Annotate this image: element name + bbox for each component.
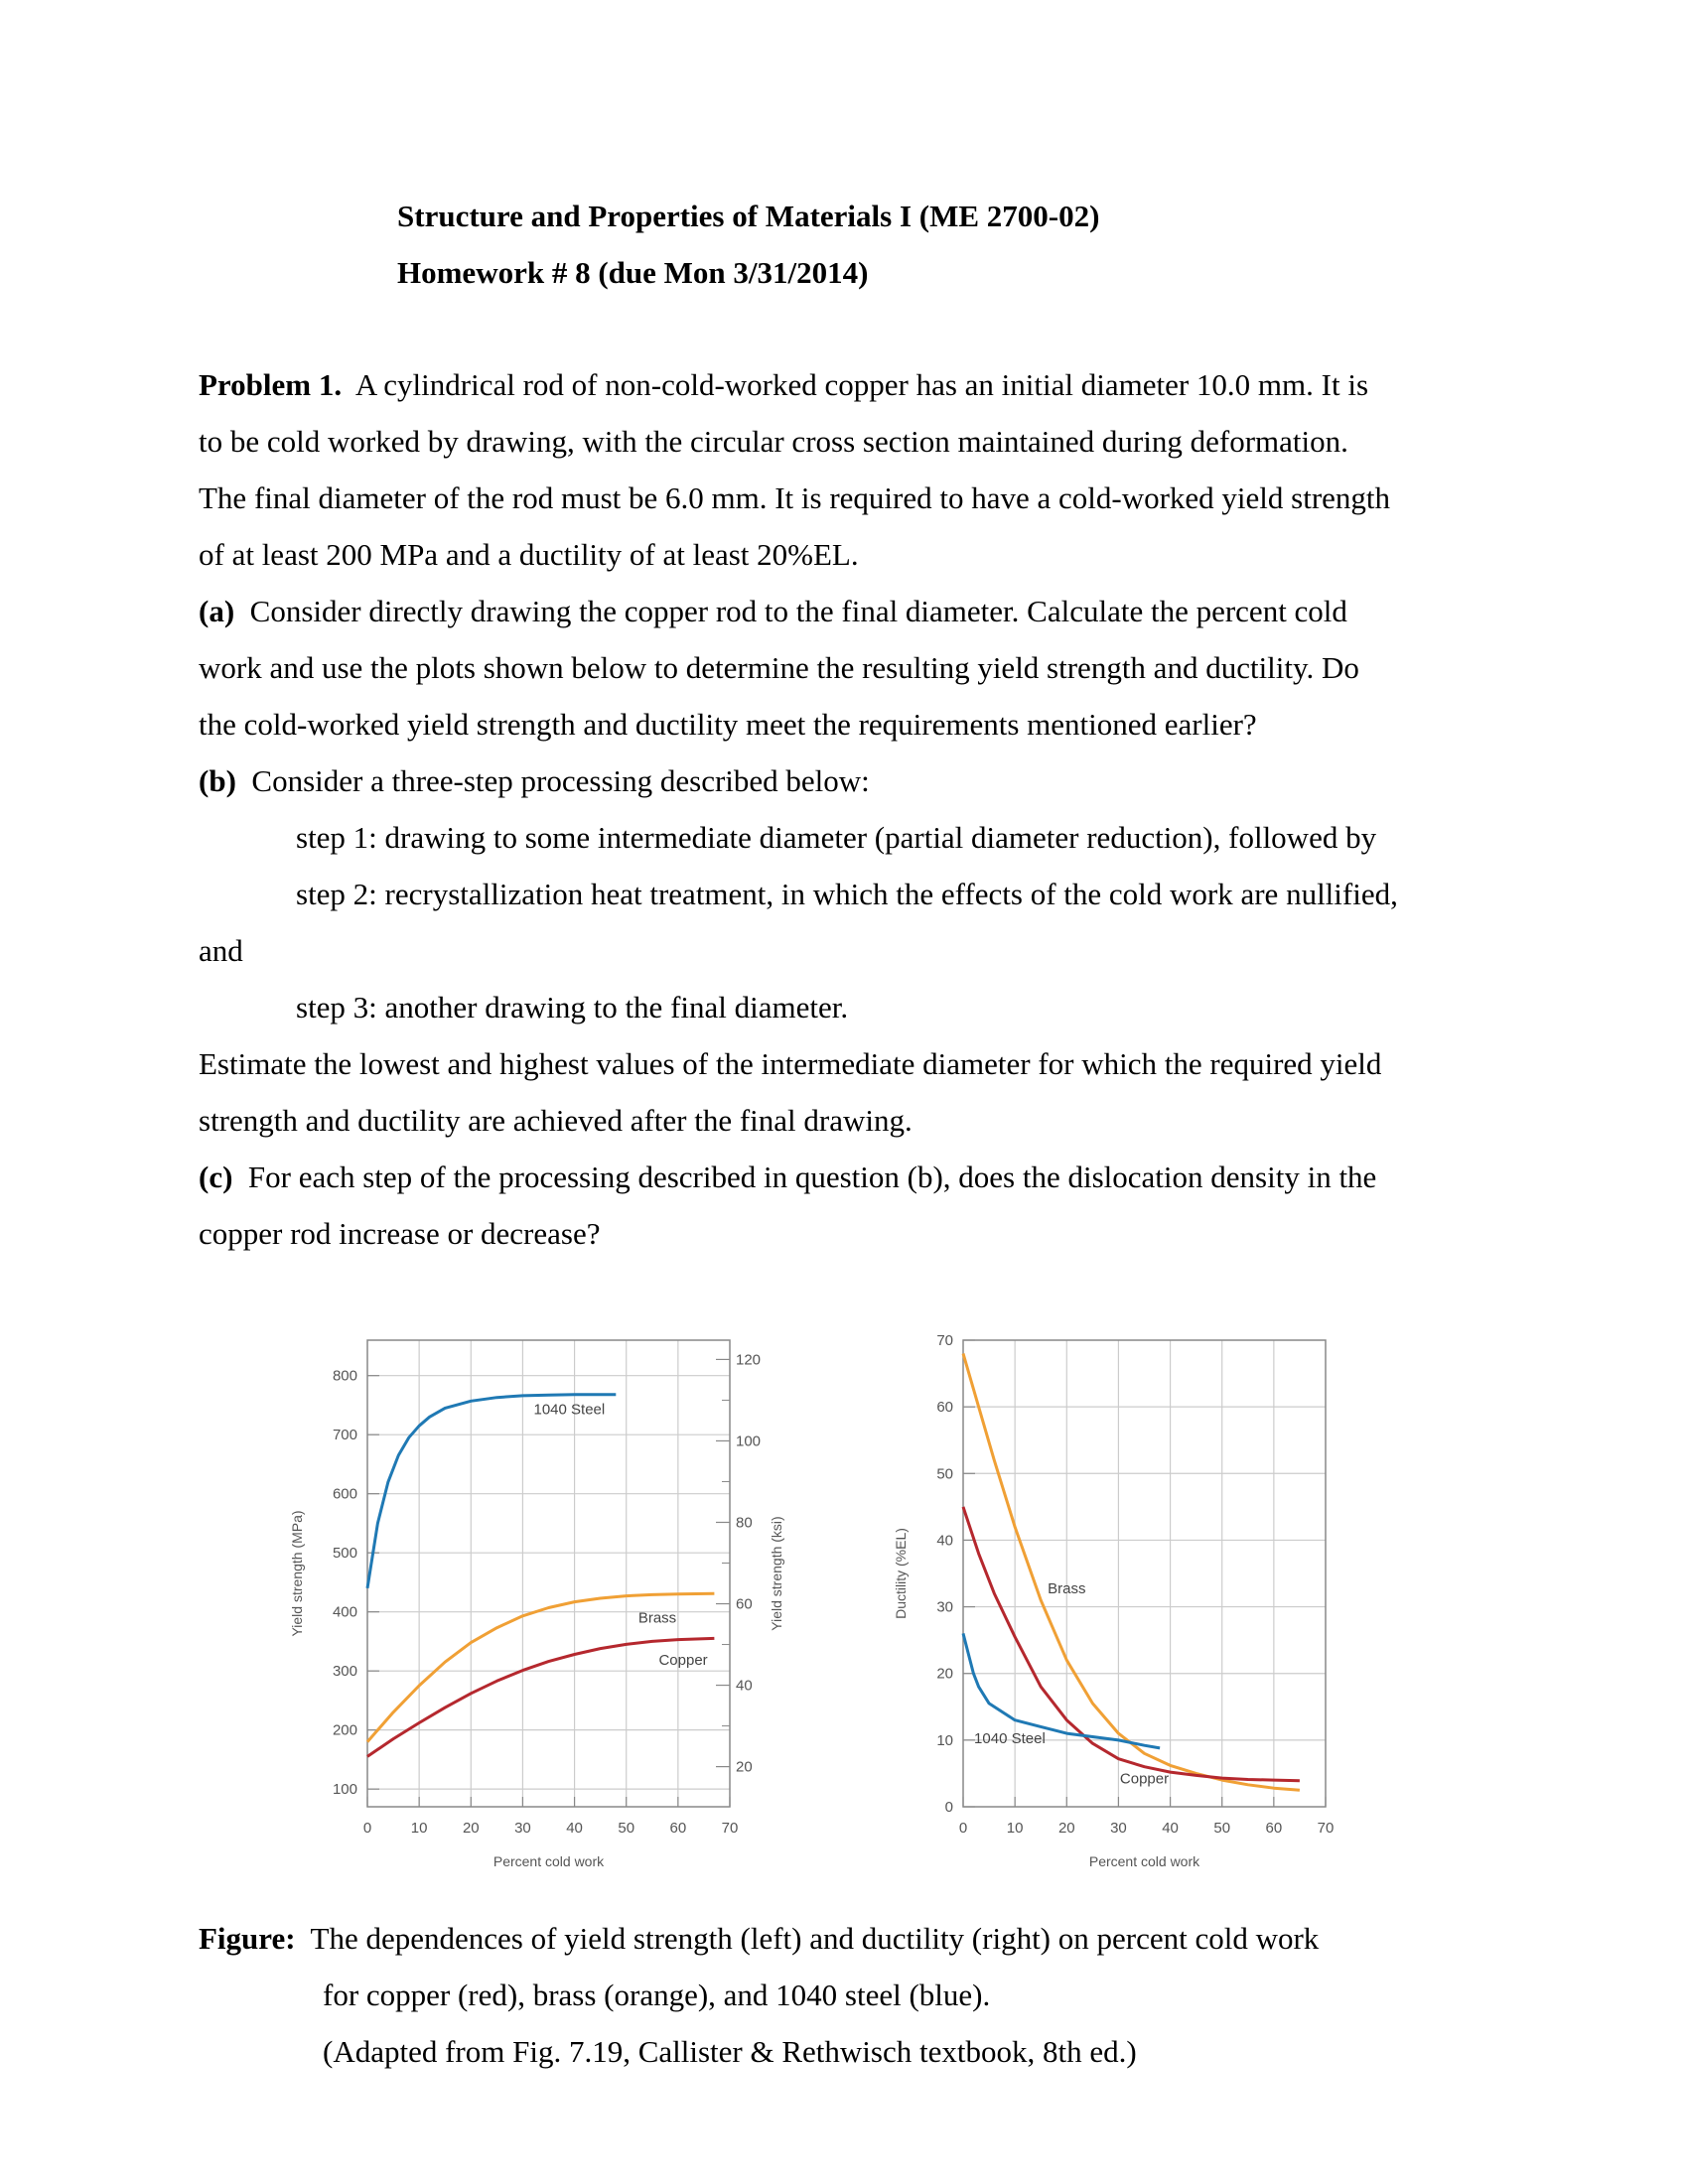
y-right-tick-label: 80 [736, 1514, 753, 1532]
y-tick-label: 100 [332, 1781, 357, 1799]
figure-label: Figure: [199, 1921, 296, 1956]
y-tick-label: 500 [332, 1545, 357, 1563]
y-right-tick-label: 60 [736, 1595, 753, 1613]
y-tick-label: 600 [332, 1485, 357, 1503]
problem-label: Problem 1. [199, 367, 343, 402]
x-tick-label: 50 [618, 1820, 635, 1837]
y-tick-label: 60 [936, 1399, 953, 1417]
and-text: and [199, 933, 243, 968]
part-b-label: (b) [199, 763, 236, 798]
y-tick-label: 70 [936, 1332, 953, 1349]
x-tick-label: 10 [1006, 1820, 1024, 1837]
series-label-1040-steel: 1040 Steel [533, 1401, 606, 1419]
part-c-line-2: copper rod increase or decrease? [199, 1216, 601, 1251]
y-tick-label: 20 [936, 1665, 953, 1683]
part-b-line-3: strength and ductility are achieved after the final drawing. [199, 1103, 913, 1138]
x-tick-label: 0 [958, 1820, 968, 1837]
x-tick-label: 60 [669, 1820, 687, 1837]
y-right-tick-label: 40 [736, 1677, 753, 1695]
figure-caption-line-3: (Adapted from Fig. 7.19, Callister & Rethwisch textbook, 8th ed.) [323, 2034, 1137, 2069]
y-right-tick-label: 120 [736, 1351, 762, 1369]
y-tick-label: 200 [332, 1721, 357, 1739]
y-tick-label: 800 [332, 1367, 357, 1385]
x-tick-label: 30 [514, 1820, 531, 1837]
ductility-chart [889, 1330, 1355, 1896]
yield-strength-chart [288, 1330, 814, 1896]
part-c-label: (c) [199, 1160, 233, 1194]
x-tick-label: 70 [1317, 1820, 1335, 1837]
y-axis-label: Ductility (%EL) [893, 1528, 909, 1619]
step-3: step 3: another drawing to the final diameter. [296, 990, 849, 1024]
x-tick-label: 20 [1057, 1820, 1075, 1837]
x-tick-label: 40 [1162, 1820, 1179, 1837]
y-tick-label: 30 [936, 1598, 953, 1616]
step-1: step 1: drawing to some intermediate diameter (partial diameter reduction), followed by [296, 820, 1377, 855]
x-axis-label: Percent cold work [492, 1853, 605, 1869]
figure-caption-line-2: for copper (red), brass (orange), and 1040 steel (blue). [323, 1978, 991, 2012]
y-right-tick-label: 20 [736, 1758, 753, 1776]
y-right-tick-label: 100 [736, 1433, 762, 1450]
x-tick-label: 50 [1213, 1820, 1231, 1837]
figure-caption-line-1: Figure: The dependences of yield strength (left) and ductility (right) on percent cold work [199, 1921, 1320, 1956]
part-a-label: (a) [199, 594, 235, 628]
y-tick-label: 10 [936, 1731, 953, 1749]
series-label-brass: Brass [637, 1609, 677, 1627]
part-c-line-1: (c) For each step of the processing described in question (b), does the dislocation density in the [199, 1160, 1377, 1194]
problem-intro-line-2: to be cold worked by drawing, with the circular cross section maintained during deformation. [199, 424, 1348, 459]
series-label-copper: Copper [658, 1652, 708, 1670]
x-axis-label: Percent cold work [1088, 1853, 1200, 1869]
homework-title: Homework # 8 (due Mon 3/31/2014) [397, 255, 869, 290]
part-b-line-2: Estimate the lowest and highest values of the intermediate diameter for which the required yield [199, 1046, 1382, 1081]
x-tick-label: 10 [410, 1820, 428, 1837]
part-a-line-1: (a) Consider directly drawing the copper rod to the final diameter. Calculate the percent cold [199, 594, 1347, 628]
y-tick-label: 300 [332, 1663, 357, 1681]
x-tick-label: 0 [362, 1820, 372, 1837]
problem-intro-line-1: Problem 1. A cylindrical rod of non-cold-worked copper has an initial diameter 10.0 mm. It is [199, 367, 1369, 402]
series-label-copper: Copper [1119, 1770, 1170, 1788]
x-tick-label: 70 [721, 1820, 739, 1837]
y-tick-label: 40 [936, 1532, 953, 1550]
y-tick-label: 700 [332, 1427, 357, 1444]
problem-intro-line-3: The final diameter of the rod must be 6.0 mm. It is required to have a cold-worked yield strength [199, 480, 1391, 515]
series-label-1040-steel: 1040 Steel [974, 1730, 1046, 1748]
x-tick-label: 20 [462, 1820, 480, 1837]
y-tick-label: 50 [936, 1465, 953, 1483]
x-tick-label: 40 [566, 1820, 583, 1837]
y-axis-label: Yield strength (MPa) [289, 1510, 305, 1637]
y-right-axis-label: Yield strength (ksi) [769, 1516, 784, 1631]
course-title: Structure and Properties of Materials I (ME 2700-02) [397, 199, 1100, 233]
part-a-line-3: the cold-worked yield strength and ductility meet the requirements mentioned earlier? [199, 707, 1257, 742]
x-tick-label: 60 [1265, 1820, 1283, 1837]
series-label-brass: Brass [1048, 1580, 1086, 1598]
part-a-line-2: work and use the plots shown below to determine the resulting yield strength and ductility. Do [199, 650, 1359, 685]
y-tick-label: 0 [944, 1799, 953, 1816]
series-line-brass [963, 1353, 1300, 1790]
x-tick-label: 30 [1110, 1820, 1127, 1837]
series-line-1040-steel [367, 1395, 616, 1588]
y-tick-label: 400 [332, 1603, 357, 1621]
problem-intro-line-4: of at least 200 MPa and a ductility of at least 20%EL. [199, 537, 859, 572]
step-2: step 2: recrystallization heat treatment, in which the effects of the cold work are nullified, [296, 877, 1398, 911]
part-b-line-1: (b) Consider a three-step processing described below: [199, 763, 870, 798]
